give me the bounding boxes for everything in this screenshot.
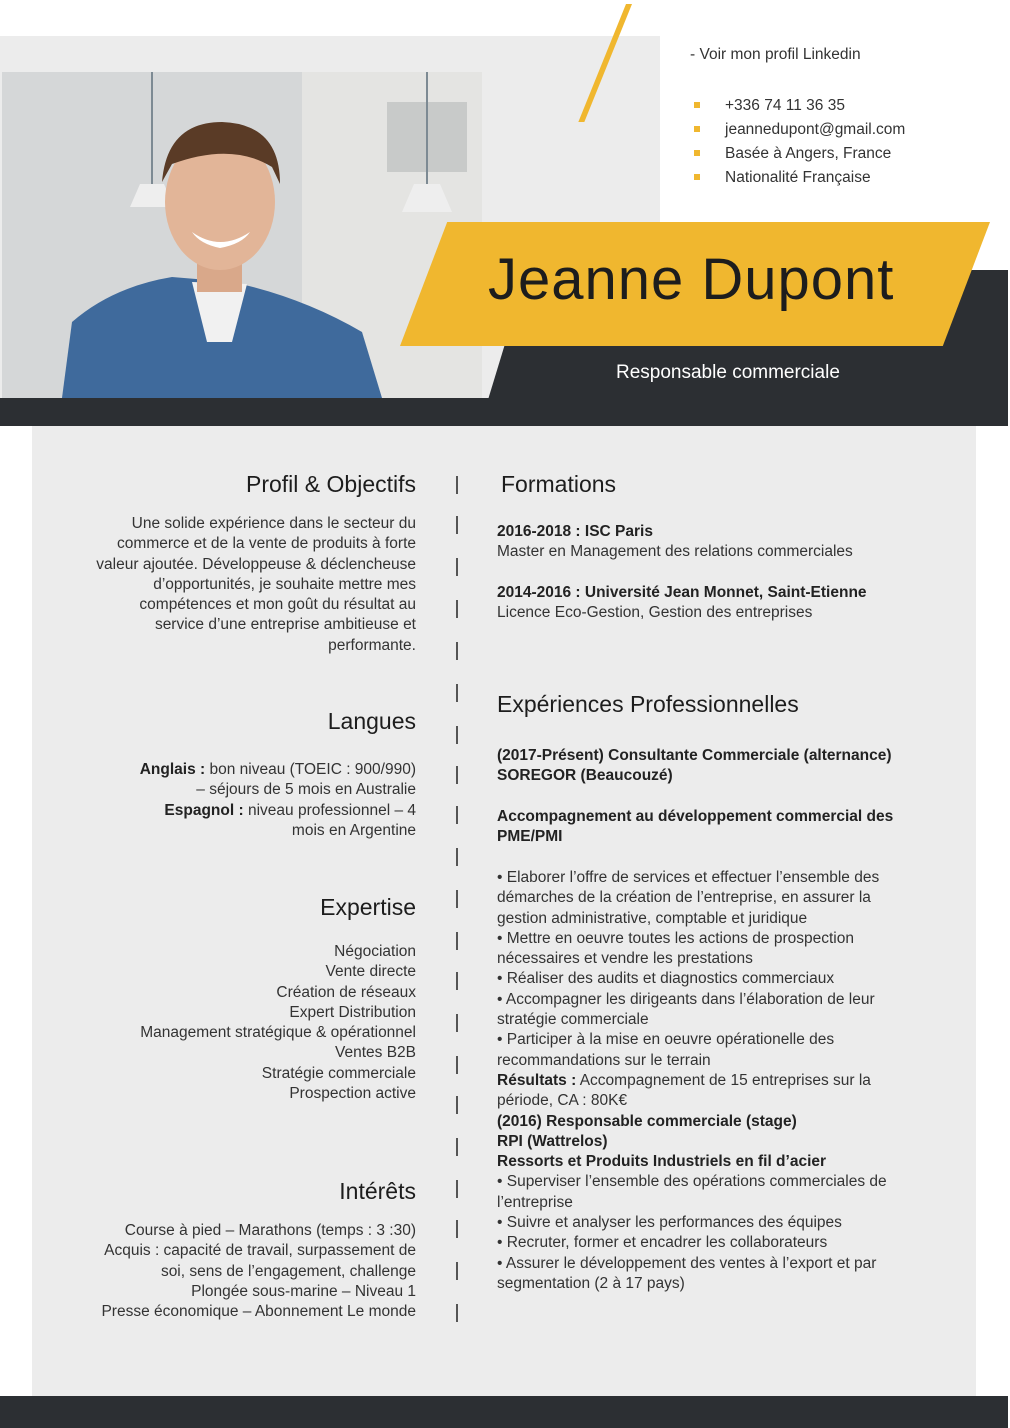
experience-1-tasks: • Elaborer l’offre de services et effectuer l’ensemble des démarches de la création de l’entreprise, en assurer la gestion administrative, comptable et juridique • Mettre en oeuvre toutes les actions de prospection nécessaires et vendre les prestations • Réaliser des audits et diagnostics commerciaux • Accompagner les dirigeants dans l’élaboration de leur stratégie commerciale • Participer à la mise en oeuvre opérationelle des recommandations sur le terrain Résultats : Accompagnement de 15 entreprises sur la période, CA : 80K€ (2016) Responsable commerciale (stage) RPI (Wattrelos) Ressorts et Produits Industriels en fil d’acier • Superviser l’ensemble des opérations commerciales de l’entreprise • Suivre et analyser les performances des équipes • Recruter, former et encadrer les collaborateurs • Assurer le développement des ventes à l’export et par segmentation (2 à 17 pays) bbox=[497, 868, 937, 1294]
column-separator bbox=[456, 806, 458, 824]
expertise-item: Stratégie commerciale bbox=[261, 1064, 416, 1082]
experience-1-results: Résultats : Accompagnement de 15 entreprises sur la bbox=[497, 1071, 871, 1089]
column-separator bbox=[456, 766, 458, 784]
column-separator bbox=[456, 684, 458, 702]
candidate-name: Jeanne Dupont bbox=[488, 247, 895, 312]
expertise-item: Négociation bbox=[334, 943, 416, 960]
expertise-item: Prospection active bbox=[289, 1085, 416, 1103]
expertise-item: Expert Distribution bbox=[289, 1003, 416, 1021]
profil-text: Une solide expérience dans le secteur du commerce et de la vente de produits à forte valeur ajoutée. Développeuse & déclencheuse d’opportunités, je souhaite mettre mes compétences et mon goût du résultat au service d’une entreprise ambitieuse et performante. bbox=[96, 515, 416, 654]
experiences-heading: Expériences Professionnelles bbox=[497, 691, 799, 717]
column-separator bbox=[456, 558, 458, 576]
column-separator bbox=[456, 1220, 458, 1238]
profil-heading: Profil & Objectifs bbox=[246, 471, 416, 497]
contact-email[interactable]: jeannedupont@gmail.com bbox=[694, 118, 905, 142]
expertise-item: Management stratégique & opérationnel bbox=[140, 1024, 416, 1042]
bullet-icon bbox=[694, 102, 700, 108]
expertise-heading: Expertise bbox=[320, 894, 416, 920]
column-separator bbox=[456, 1014, 458, 1032]
footer-band bbox=[0, 1396, 1008, 1428]
header-dark-band bbox=[0, 398, 1008, 426]
langues-heading: Langues bbox=[327, 708, 416, 734]
contact-list bbox=[694, 94, 905, 190]
formation-1: 2016-2018 : ISC Paris Master en Management des relations commerciales bbox=[497, 523, 853, 561]
column-separator bbox=[456, 642, 458, 660]
column-separator bbox=[456, 848, 458, 866]
interets-text: Course à pied – Marathons (temps : 3 :30) Acquis : capacité de travail, surpassement de soi, sens de l’engagement, challenge Plongée sous-marine – Niveau 1 Presse économique – Abonnement Le monde bbox=[101, 1222, 416, 1321]
language-spanish: Espagnol : niveau professionnel – 4 bbox=[164, 801, 416, 819]
bullet-icon bbox=[694, 150, 700, 156]
language-english: Anglais : bon niveau (TOEIC : 900/990) bbox=[139, 761, 416, 778]
column-separator bbox=[456, 1056, 458, 1074]
column-separator bbox=[456, 1304, 458, 1322]
experience-1-subtitle: Accompagnement au développement commercial des PME/PMI bbox=[497, 808, 894, 846]
column-separator bbox=[456, 972, 458, 990]
expertise-item: Vente directe bbox=[325, 963, 416, 981]
linkedin-link[interactable]: - Voir mon profil Linkedin bbox=[690, 46, 861, 63]
bullet-icon bbox=[694, 174, 700, 180]
contact-phone: +336 74 11 36 35 bbox=[694, 94, 905, 118]
expertise-item: Ventes B2B bbox=[334, 1044, 416, 1062]
contact-location: Basée à Angers, France bbox=[694, 142, 905, 166]
column-separator bbox=[456, 516, 458, 534]
column-separator bbox=[456, 1262, 458, 1280]
formation-2: 2014-2016 : Université Jean Monnet, Saint-Etienne Licence Eco-Gestion, Gestion des entreprises bbox=[497, 584, 867, 622]
column-separator bbox=[456, 476, 458, 494]
profile-photo-illustration bbox=[2, 72, 482, 398]
expertise-item: Création de réseaux bbox=[276, 983, 416, 1001]
interets-heading: Intérêts bbox=[339, 1178, 416, 1204]
expertise-list bbox=[140, 942, 416, 1104]
column-separator bbox=[456, 932, 458, 950]
column-separator bbox=[456, 600, 458, 618]
experience-1-header: (2017-Présent) Consultante Commerciale (alternance) SOREGOR (Beaucouzé) bbox=[497, 747, 892, 785]
column-separator bbox=[456, 890, 458, 908]
langues-text: Anglais : bon niveau (TOEIC : 900/990) – séjours de 5 mois en Australie Espagnol : niveau professionnel – 4 mois en Argentine bbox=[139, 761, 416, 839]
bullet-icon bbox=[694, 126, 700, 132]
column-separator bbox=[456, 726, 458, 744]
contact-nationality: Nationalité Française bbox=[694, 166, 905, 190]
column-separator bbox=[456, 1180, 458, 1198]
job-title: Responsable commerciale bbox=[616, 362, 840, 383]
column-separator bbox=[456, 1096, 458, 1114]
formations-heading: Formations bbox=[501, 471, 617, 497]
column-separator bbox=[456, 1138, 458, 1156]
profile-photo bbox=[2, 72, 482, 398]
